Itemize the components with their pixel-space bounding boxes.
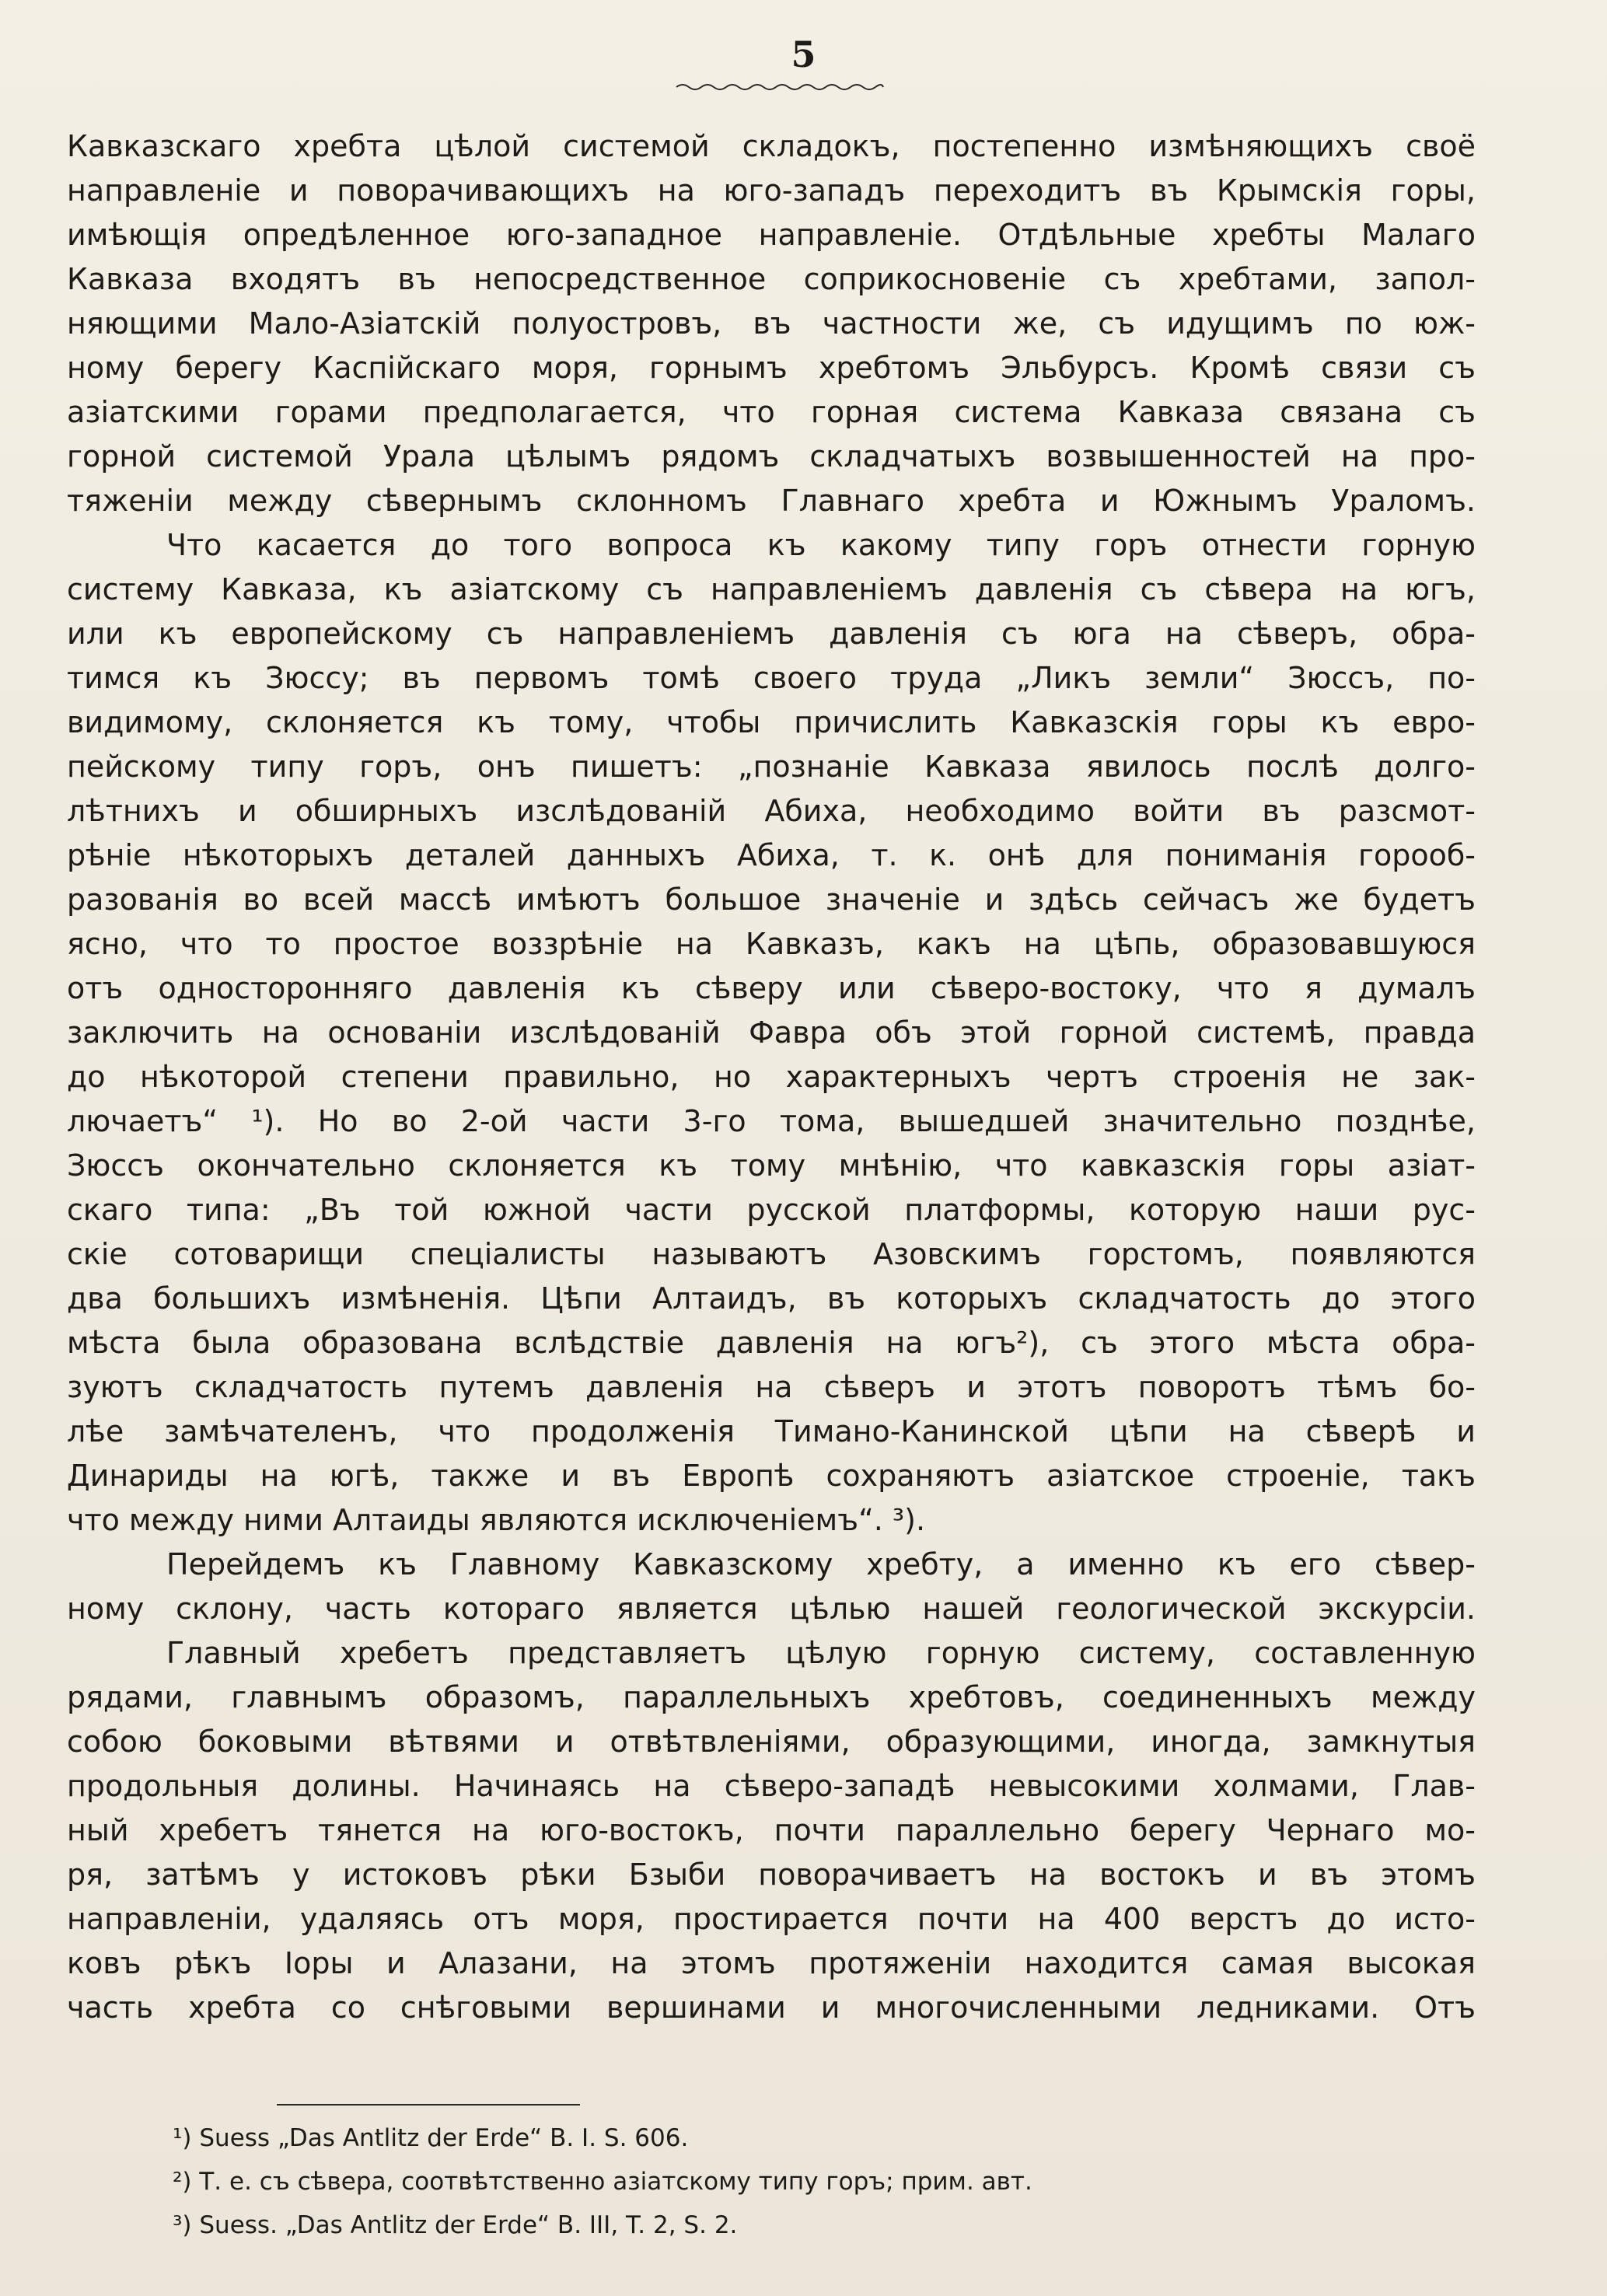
text-line: лѣтнихъ и обширныхъ изслѣдованій Абиха, необходимо войти въ разсмот-: [67, 794, 1476, 828]
text-line: направленіе и поворачивающихъ на юго-западъ переходитъ въ Крымскія горы,: [67, 173, 1476, 208]
page-number: 5: [791, 33, 816, 75]
text-line: ный хребетъ тянется на юго-востокъ, почти параллельно берегу Чернаго мо-: [67, 1813, 1476, 1847]
text-line: азіатскими горами предполагается, что горная система Кавказа связана съ: [67, 395, 1476, 429]
paragraph: [67, 1631, 1476, 2030]
text-line: горной системой Урала цѣлымъ рядомъ складчатыхъ возвышенностей на про-: [67, 439, 1476, 474]
text-line: направленіи, удаляясь отъ моря, простирается почти на 400 верстъ до исто-: [67, 1902, 1476, 1936]
paragraph: [67, 124, 1476, 523]
text-line: собою боковыми вѣтвями и отвѣтвленіями, образующими, иногда, замкнутыя: [67, 1725, 1476, 1759]
text-line: ясно, что то простое воззрѣніе на Кавказъ, какъ на цѣпь, образовавшуюся: [67, 927, 1476, 961]
text-line: скіе сотоварищи спеціалисты называютъ Азовскимъ горстомъ, появляются: [67, 1237, 1476, 1271]
text-line: систему Кавказа, къ азіатскому съ направленіемъ давленія съ сѣвера на югъ,: [67, 572, 1476, 606]
text-line: рядами, главнымъ образомъ, параллельныхъ хребтовъ, соединенныхъ между: [67, 1680, 1476, 1714]
text-line: Кавказа входятъ въ непосредственное соприкосновеніе съ хребтами, запол-: [67, 262, 1476, 296]
paragraph: [67, 1543, 1476, 1631]
text-line: Перейдемъ къ Главному Кавказскому хребту, а именно къ его сѣвер-: [166, 1547, 1476, 1581]
footnote: ²) Т. е. съ сѣвера, соотвѣтственно азіатскому типу горъ; прим. авт.: [173, 2168, 1032, 2196]
text-line: Кавказскаго хребта цѣлой системой складокъ, постепенно измѣняющихъ своё: [67, 129, 1476, 163]
text-line: видимому, склоняется къ тому, чтобы причислить Кавказскія горы къ евро-: [67, 705, 1476, 739]
text-line: ному склону, часть котораго является цѣлью нашей геологической экскурсіи.: [67, 1592, 1476, 1626]
footnote: ¹) Suess „Das Antlitz der Erde“ B. I. S. 606.: [173, 2124, 689, 2152]
text-line: рѣніе нѣкоторыхъ деталей данныхъ Абиха, т. к. онѣ для пониманія горооб-: [67, 838, 1476, 872]
text-line: лѣе замѣчателенъ, что продолженія Тимано-Канинской цѣпи на сѣверѣ и: [67, 1414, 1476, 1449]
text-line: тимся къ Зюссу; въ первомъ томѣ своего труда „Ликъ земли“ Зюссъ, по-: [67, 661, 1476, 695]
text-line: зуютъ складчатость путемъ давленія на сѣверъ и этотъ поворотъ тѣмъ бо-: [67, 1370, 1476, 1404]
text-line: скаго типа: „Въ той южной части русской платформы, которую наши рус-: [67, 1193, 1476, 1227]
text-line: лючаетъ“ ¹). Но во 2-ой части 3-го тома, вышедшей значительно позднѣе,: [67, 1104, 1476, 1138]
text-line: два большихъ измѣненія. Цѣпи Алтаидъ, въ которыхъ складчатость до этого: [67, 1281, 1476, 1316]
text-line: ному берегу Каспійскаго моря, горнымъ хребтомъ Эльбурсъ. Кромѣ связи съ: [67, 351, 1476, 385]
text-line: Зюссъ окончательно склоняется къ тому мнѣнію, что кавказскія горы азіат-: [67, 1148, 1476, 1183]
text-line: имѣющія опредѣленное юго-западное направленіе. Отдѣльные хребты Малаго: [67, 218, 1476, 252]
paragraph: [67, 523, 1476, 1543]
text-line: разованія во всей массѣ имѣютъ большое значеніе и здѣсь сейчасъ же будетъ: [67, 882, 1476, 917]
footnote: ³) Suess. „Das Antlitz der Erde“ B. III, T. 2, S. 2.: [173, 2211, 738, 2239]
text-line: няющими Мало-Азіатскій полуостровъ, въ частности же, съ идущимъ по юж-: [67, 306, 1476, 341]
text-line: Главный хребетъ представляетъ цѣлую горную систему, составленную: [166, 1636, 1476, 1670]
text-line: отъ односторонняго давленія къ сѣверу или сѣверо-востоку, что я думалъ: [67, 971, 1476, 1005]
text-line: пейскому типу горъ, онъ пишетъ: „познаніе Кавказа явилось послѣ долго-: [67, 750, 1476, 784]
main-text: [67, 124, 1476, 2030]
text-line: продольныя долины. Начинаясь на сѣверо-западѣ невысокими холмами, Глав-: [67, 1769, 1476, 1803]
text-line: мѣста была образована вслѣдствіе давленія на югъ²), съ этого мѣста обра-: [67, 1326, 1476, 1360]
text-line: ковъ рѣкъ Іоры и Алазани, на этомъ протяженіи находится самая высокая: [67, 1946, 1476, 1980]
text-line: тяженіи между сѣвернымъ склонномъ Главнаго хребта и Южнымъ Ураломъ.: [67, 484, 1476, 518]
decorative-rule-icon: [675, 81, 885, 92]
footnote-divider: [277, 2104, 580, 2106]
text-line: Что касается до того вопроса къ какому типу горъ отнести горную: [166, 528, 1476, 562]
footnotes: [173, 2116, 1417, 2247]
text-line: ря, затѣмъ у истоковъ рѣки Бзыби поворачиваетъ на востокъ и въ этомъ: [67, 1857, 1476, 1892]
text-line: заключить на основаніи изслѣдованій Фавра объ этой горной системѣ, правда: [67, 1015, 1476, 1050]
text-line: что между ними Алтаиды являются исключеніемъ“. ³).: [67, 1503, 926, 1537]
text-line: часть хребта со снѣговыми вершинами и многочисленными ледниками. Отъ: [67, 1990, 1476, 2025]
text-line: Динариды на югѣ, также и въ Европѣ сохраняютъ азіатское строеніе, такъ: [67, 1459, 1476, 1493]
text-line: до нѣкоторой степени правильно, но характерныхъ чертъ строенія не зак-: [67, 1060, 1476, 1094]
text-line: или къ европейскому съ направленіемъ давленія съ юга на сѣверъ, обра-: [67, 617, 1476, 651]
